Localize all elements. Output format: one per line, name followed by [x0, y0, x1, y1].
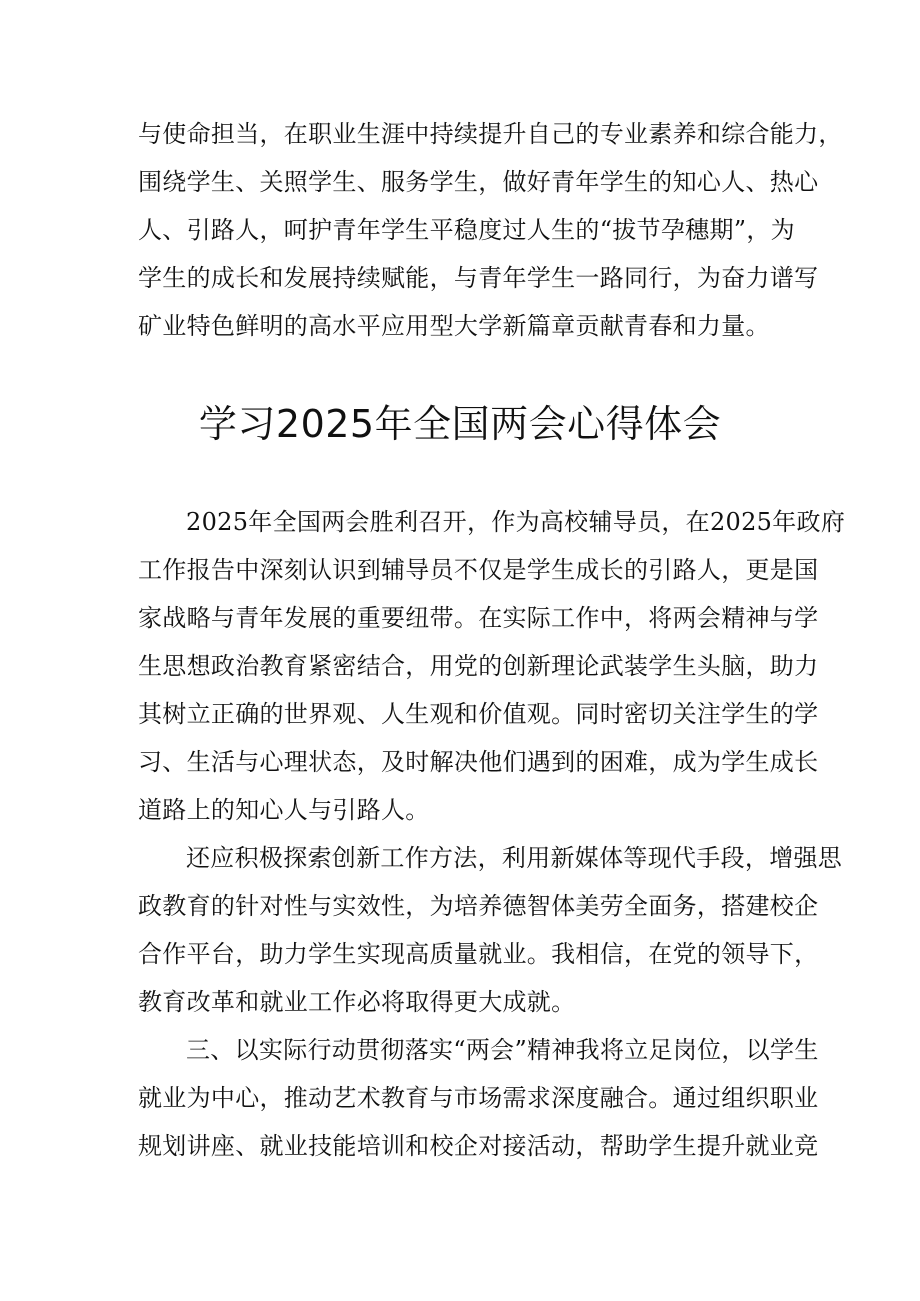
paragraph1-line-1: 2025年全国两会胜利召开，作为高校辅导员，在2025年政府 — [186, 508, 846, 536]
paragraph2-line-1: 还应积极探索创新工作方法，利用新媒体等现代手段，增强思 — [186, 844, 843, 872]
paragraph1-line-7: 道路上的知心人与引路人。 — [138, 796, 430, 824]
paragraph1-line-5: 其树立正确的世界观、人生观和价值观。同时密切关注学生的学 — [138, 700, 819, 728]
continuation-line-2: 围绕学生、关照学生、服务学生，做好青年学生的知心人、热心 — [138, 168, 819, 196]
paragraph1-line-3: 家战略与青年发展的重要纽带。在实际工作中，将两会精神与学 — [138, 604, 819, 632]
paragraph1-line-2: 工作报告中深刻认识到辅导员不仅是学生成长的引路人，更是国 — [138, 556, 819, 584]
continuation-line-4: 学生的成长和发展持续赋能，与青年学生一路同行，为奋力谱写 — [138, 264, 819, 292]
paragraph2-line-4: 教育改革和就业工作必将取得更大成就。 — [138, 988, 576, 1016]
paragraph3-line-1: 三、以实际行动贯彻落实“两会”精神我将立足岗位，以学生 — [186, 1036, 819, 1064]
document-title: 学习2025年全国两会心得体会 — [198, 402, 722, 446]
continuation-line-5: 矿业特色鲜明的高水平应用型大学新篇章贡献青春和力量。 — [138, 312, 770, 340]
paragraph1-line-6: 习、生活与心理状态，及时解决他们遇到的困难，成为学生成长 — [138, 748, 819, 776]
continuation-line-3: 人、引路人，呵护青年学生平稳度过人生的“拔节孕穗期”，为 — [138, 216, 795, 244]
continuation-line-1: 与使命担当，在职业生涯中持续提升自己的专业素养和综合能力， — [138, 120, 843, 148]
paragraph3-line-3: 规划讲座、就业技能培训和校企对接活动，帮助学生提升就业竞 — [138, 1132, 819, 1160]
paragraph1-line-4: 生思想政治教育紧密结合，用党的创新理论武装学生头脑，助力 — [138, 652, 819, 680]
paragraph3-line-2: 就业为中心，推动艺术教育与市场需求深度融合。通过组织职业 — [138, 1084, 819, 1112]
paragraph2-line-2: 政教育的针对性与实效性，为培养德智体美劳全面务，搭建校企 — [138, 892, 819, 920]
paragraph2-line-3: 合作平台，助力学生实现高质量就业。我相信，在党的领导下， — [138, 940, 819, 968]
